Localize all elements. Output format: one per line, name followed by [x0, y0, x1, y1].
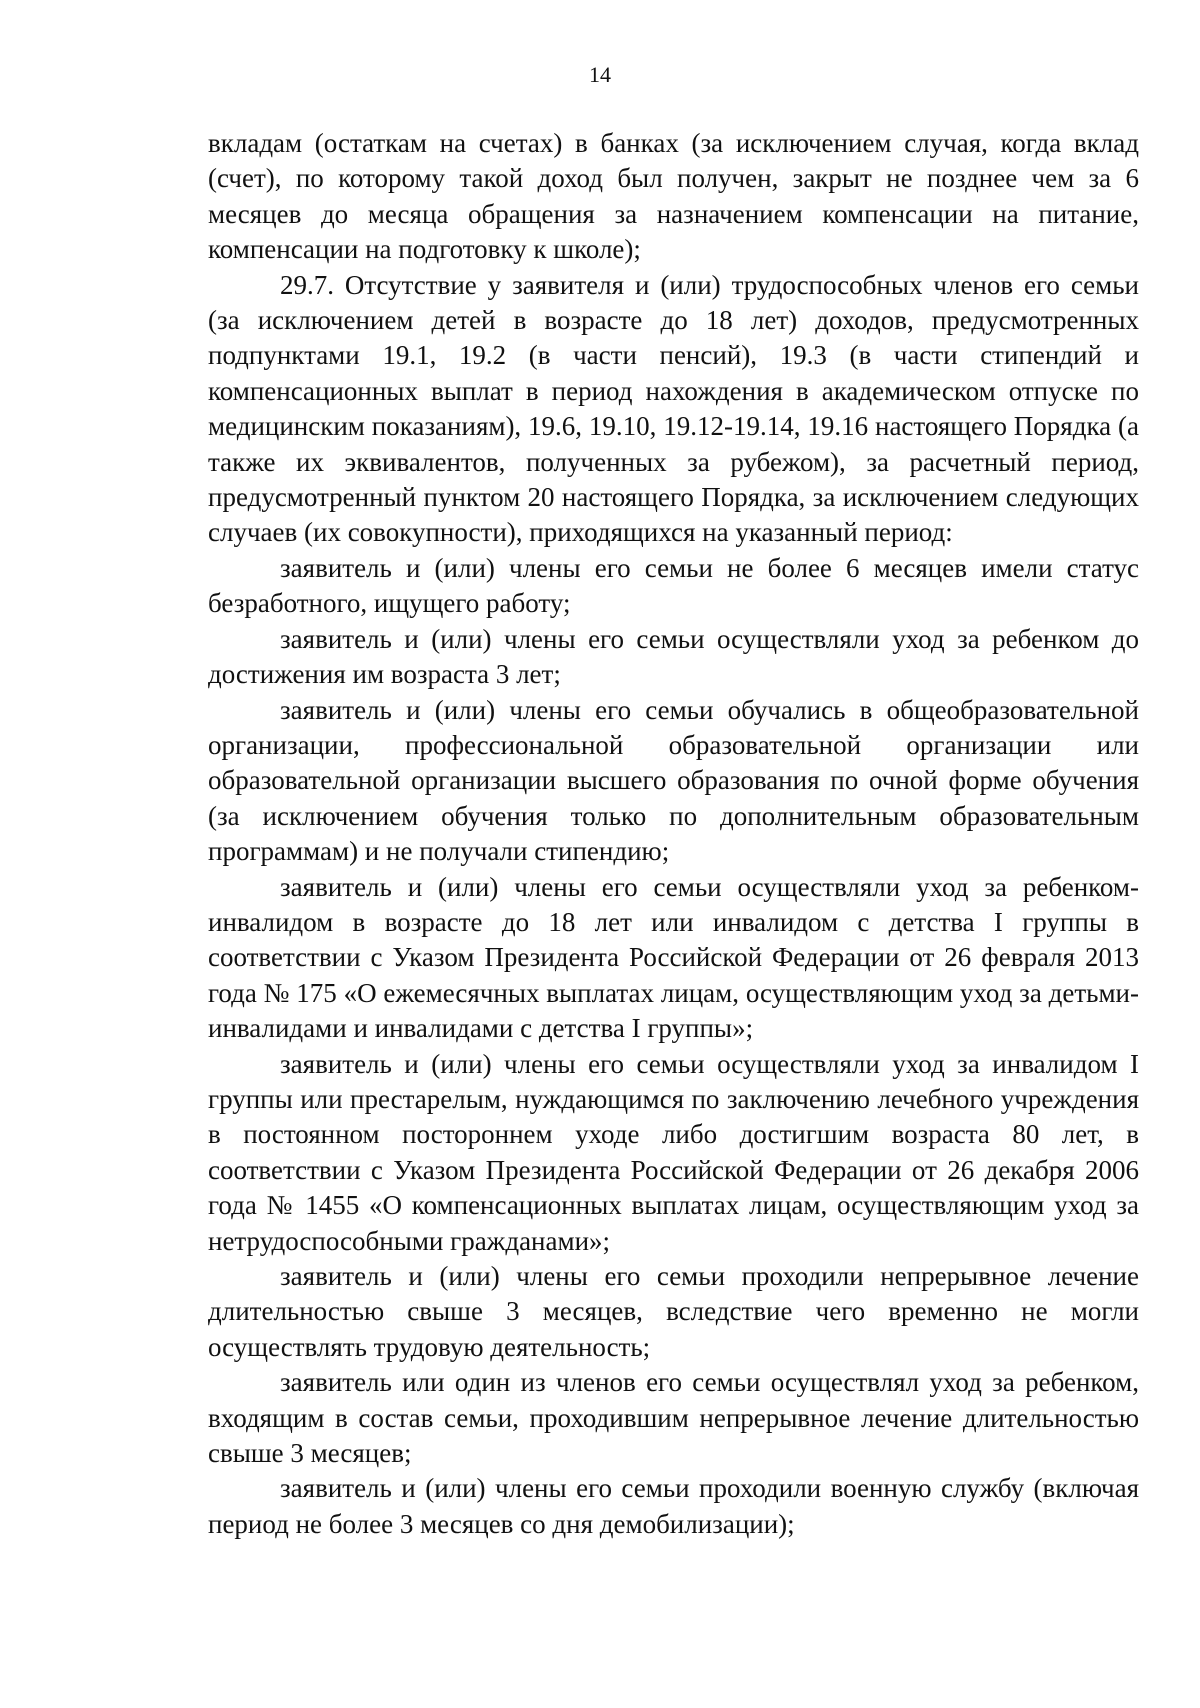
page-number: 14: [589, 62, 611, 87]
paragraph-exception-child-treatment-care: заявитель или один из членов его семьи осуществлял уход за ребенком, входящим в состав семьи, проходившим непрерывное лечение длительностью свыше 3 месяцев;: [208, 1367, 1139, 1469]
document-body: [208, 126, 1139, 1542]
paragraph-continuation: вкладам (остаткам на счетах) в банках (за исключением случая, когда вклад (счет), по которому такой доход был получен, закрыт не позднее чем за 6 месяцев до месяца обращения за назначением компенсации на питание, компенсации на подготовку к школе);: [208, 128, 1139, 265]
paragraph-exception-unemployed: заявитель и (или) члены его семьи не более 6 месяцев имели статус безработного, ищущего работу;: [208, 552, 1139, 619]
paragraph-exception-education: заявитель и (или) члены его семьи обучались в общеобразовательной организации, профессиональной образовательной организации или образовательной организации высшего образования по очной форме обучения (за исключением обучения только по дополнительным образовательным программам) и не получали стипендию;: [208, 694, 1139, 867]
paragraph-exception-medical-treatment: заявитель и (или) члены его семьи проходили непрерывное лечение длительностью свыше 3 месяцев, вследствие чего временно не могли осуществлять трудовую деятельность;: [208, 1261, 1139, 1362]
paragraph-exception-military-service: заявитель и (или) члены его семьи проходили военную службу (включая период не более 3 месяцев со дня демобилизации);: [208, 1473, 1139, 1539]
paragraph-clause-29-7: 29.7. Отсутствие у заявителя и (или) трудоспособных членов его семьи (за исключением детей в возрасте до 18 лет) доходов, предусмотренных подпунктами 19.1, 19.2 (в части пенсий), 19.3 (в части стипендий и компенсационных выплат в период нахождения в академическом отпуске по медицинским показаниям), 19.6, 19.10, 19.12-19.14, 19.16 настоящего Порядка (а также их эквивалентов, полученных за рубежом), за расчетный период, предусмотренный пунктом 20 настоящего Порядка, за исключением следующих случаев (их совокупности), приходящихся на указанный период:: [208, 269, 1139, 548]
paragraph-exception-elderly-care: заявитель и (или) члены его семьи осуществляли уход за инвалидом I группы или престарелым, нуждающимся по заключению лечебного учреждения в постоянном постороннем уходе либо достигшим возраста 80 лет, в соответствии с Указом Президента Российской Федерации от 26 декабря 2006 года № 1455 «О компенсационных выплатах лицам, осуществляющим уход за нетрудоспособными гражданами»;: [208, 1048, 1139, 1256]
paragraph-exception-childcare: заявитель и (или) члены его семьи осуществляли уход за ребенком до достижения им возраста 3 лет;: [208, 623, 1139, 690]
paragraph-exception-disabled-child-care: заявитель и (или) члены его семьи осуществляли уход за ребенком-инвалидом в возрасте до 18 лет или инвалидом с детства I группы в соответствии с Указом Президента Российской Федерации от 26 февраля 2013 года № 175 «О ежемесячных выплатах лицам, осуществляющим уход за детьми-инвалидами и инвалидами с детства I группы»;: [208, 871, 1139, 1044]
